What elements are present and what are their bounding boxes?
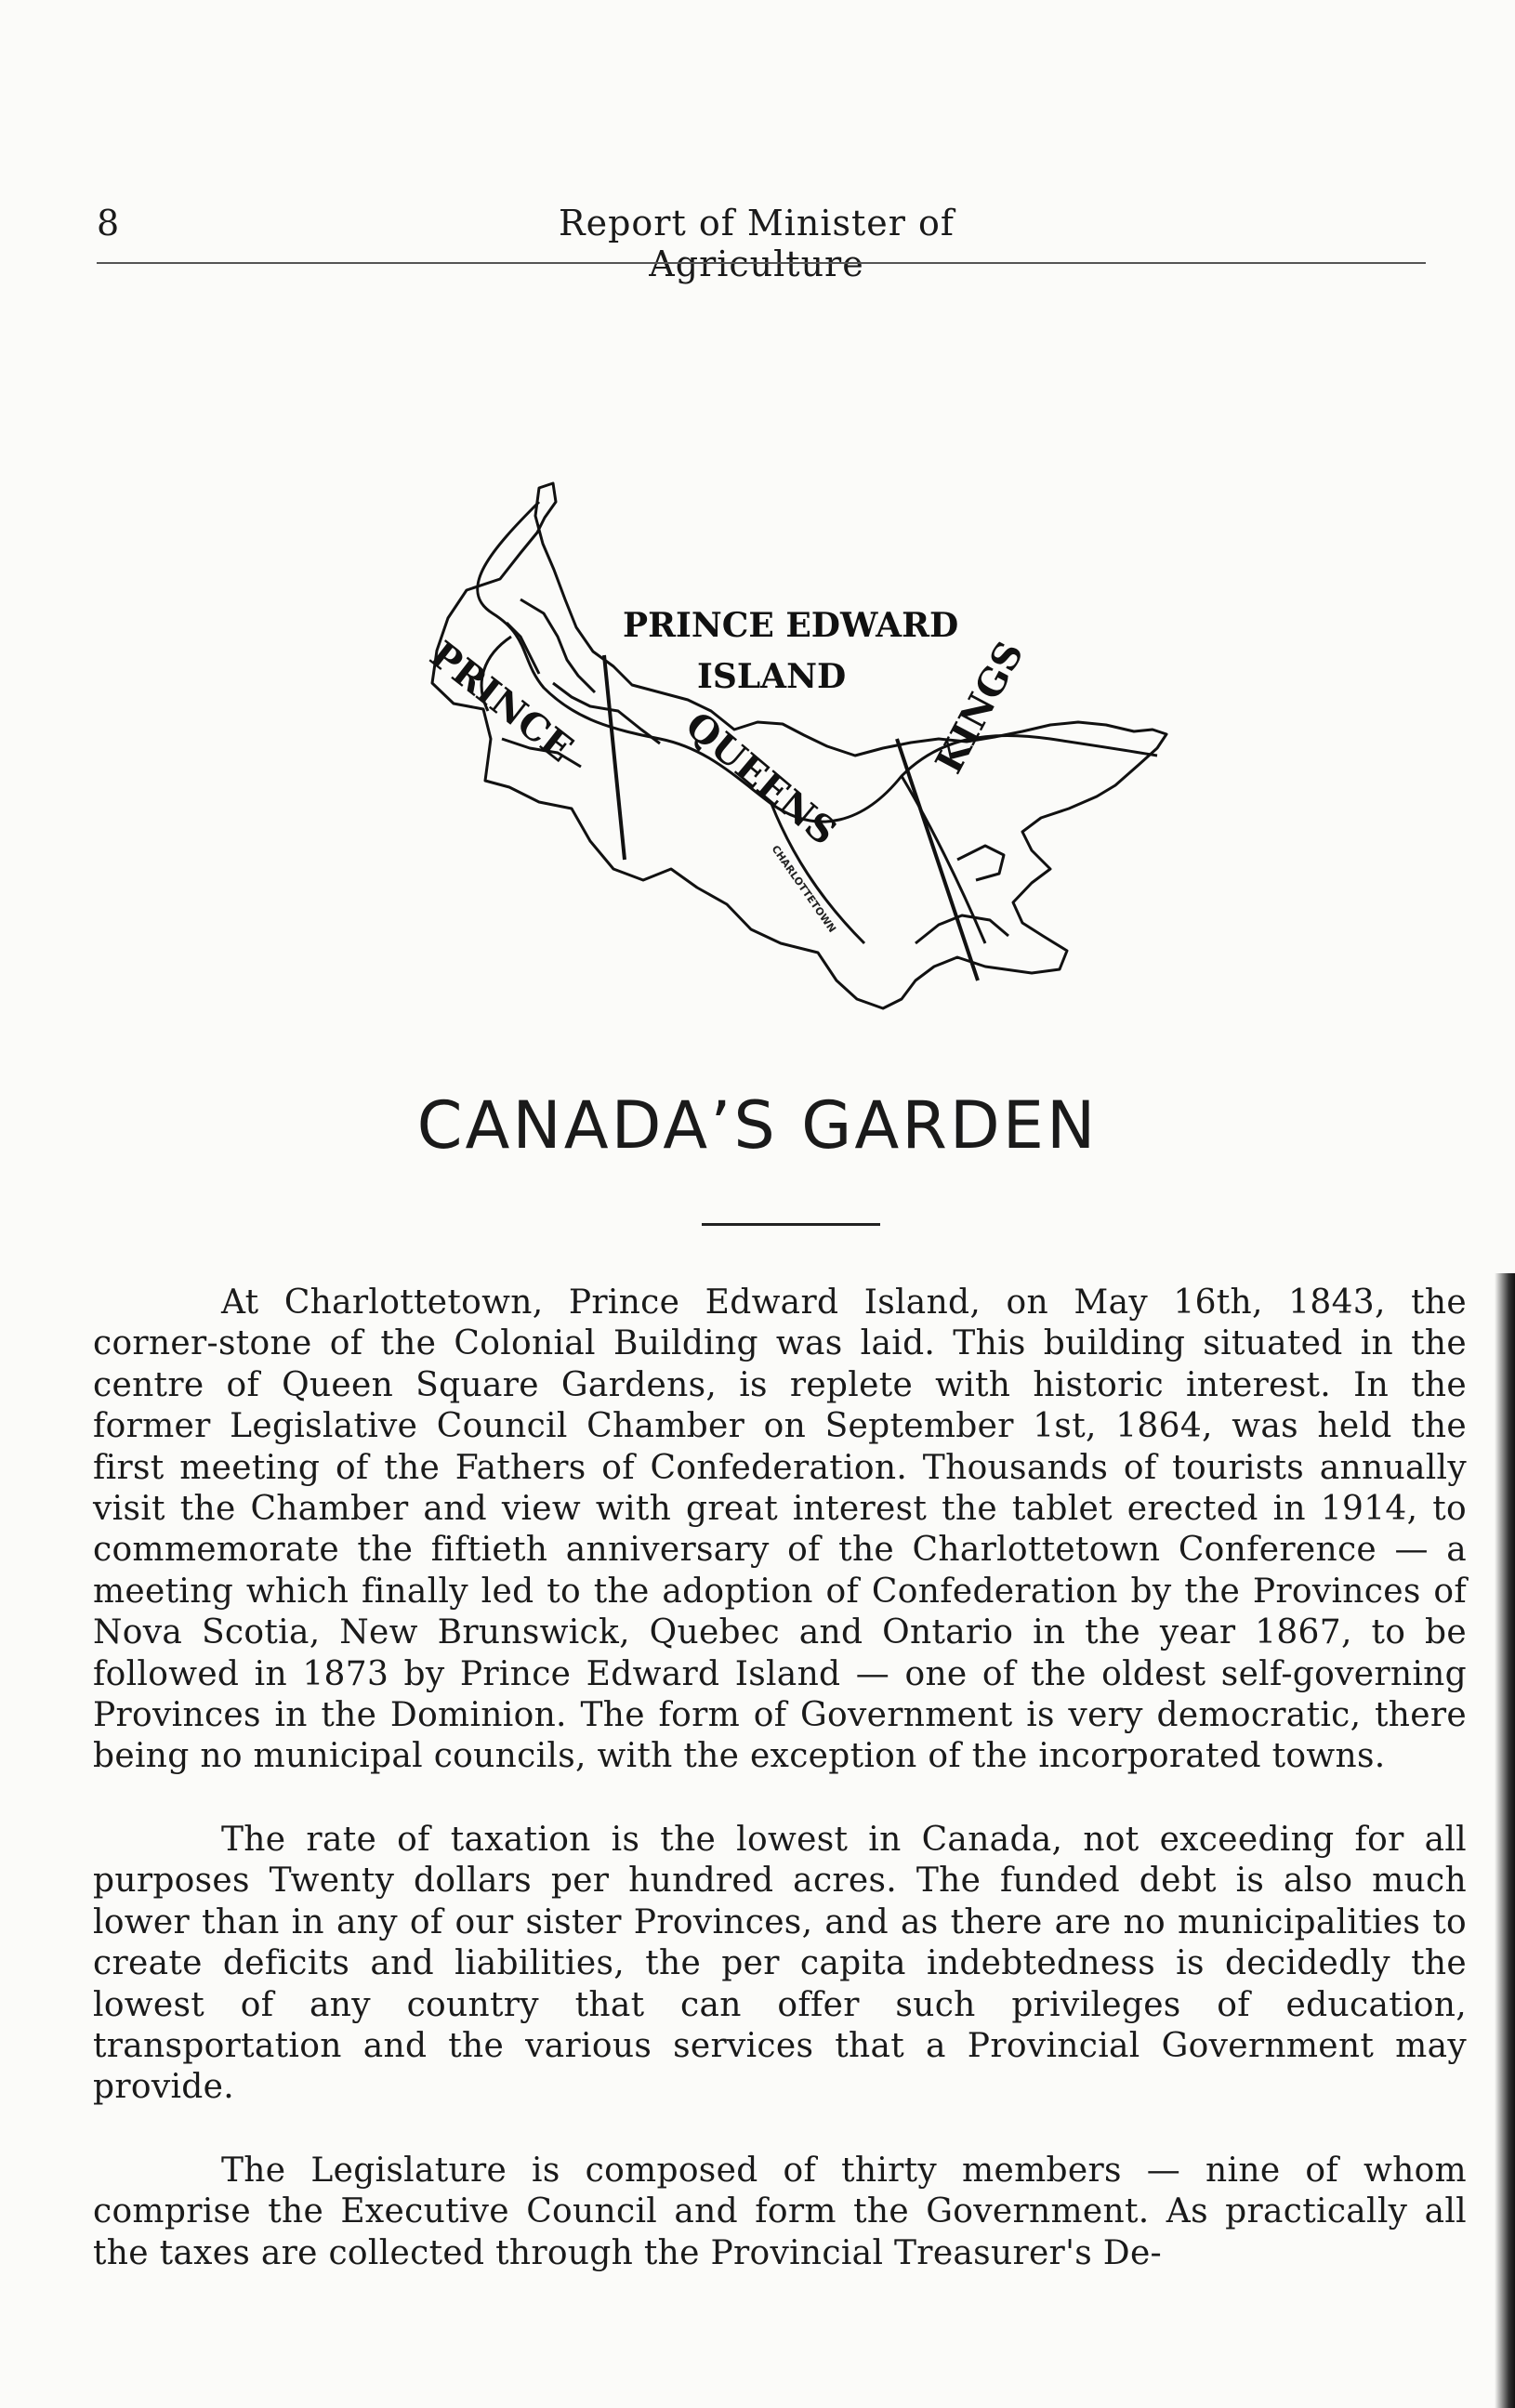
map-title-line1: PRINCE EDWARD	[623, 606, 959, 645]
pei-map-illustration	[381, 460, 1199, 1036]
page-number: 8	[97, 203, 120, 243]
county-label-kings: KINGS	[927, 634, 1033, 781]
paragraph: The rate of taxation is the lowest in Canada, not exceeding for all purposes Twenty dollars per hundred acres. The funded debt is also much lower than in any of our sister Provinces, and as there are no municipalities to create deficits and liabilities, the per capita indebtedness is decidedly the lowest of any country that can offer such privileges of education, transportation and the various services that a Provincial Government may provide.	[93, 1820, 1467, 2107]
paragraph: At Charlottetown, Prince Edward Island, on May 16th, 1843, the corner-stone of the Colonial Building was laid. This building situated in the centre of Queen Square Gardens, is replete with historic interest. In the former Legislative Council Chamber on September 1st, 1864, was held the first meeting of the Fathers of Confederation. Thousands of tourists annually visit the Chamber and view with great interest the tablet erected in 1914, to commemorate the fiftieth anniversary of the Charlottetown Conference — a meeting which finally led to the adoption of Confederation by the Provinces of Nova Scotia, New Brunswick, Quebec and Ontario in the year 1867, to be followed in 1873 by Prince Edward Island — one of the oldest self-governing Provinces in the Dominion. The form of Government is very democratic, there being no municipal councils, with the exception of the incorporated towns.	[93, 1283, 1467, 1776]
paragraph: The Legislature is composed of thirty members — nine of whom comprise the Executive Council and form the Government. As practically all the taxes are collected through the Provincial Treasurer's De-	[93, 2151, 1467, 2272]
county-label-queens: QUEENS	[677, 703, 846, 854]
heading-rule	[702, 1223, 880, 1226]
town-label-charlottetown: CHARLOTTETOWN	[769, 843, 838, 935]
map-title-line2: ISLAND	[697, 657, 847, 696]
page-heading: CANADA’S GARDEN	[416, 1087, 1099, 1164]
page-edge-shadow	[1495, 1273, 1515, 2408]
page-header	[97, 203, 1426, 284]
running-title: Report of Minister of Agriculture	[559, 203, 955, 284]
header-rule	[97, 262, 1426, 264]
body-text	[93, 1283, 1467, 2316]
county-label-prince: PRINCE	[421, 632, 582, 771]
pei-map	[381, 460, 1199, 1036]
